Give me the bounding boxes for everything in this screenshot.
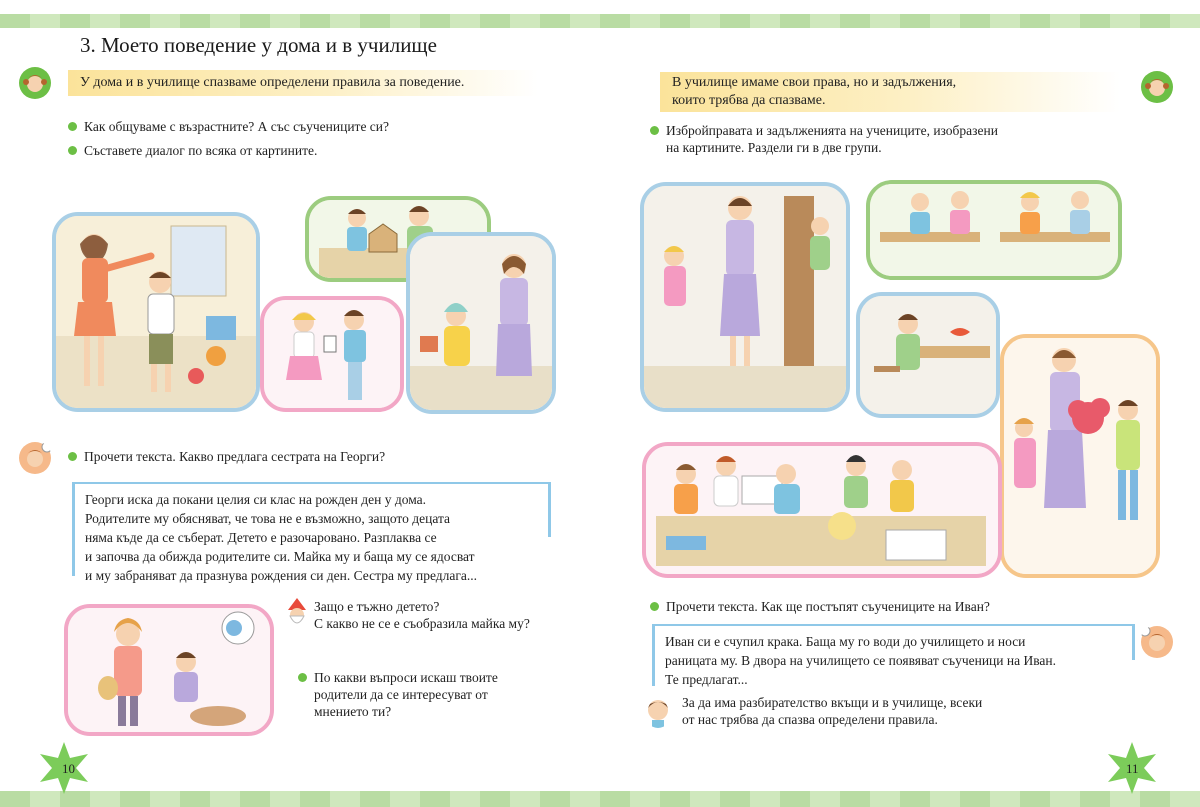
right-page-number: 11 (1126, 761, 1139, 776)
gnome-thinking-icon (284, 598, 310, 630)
girl-thinking-avatar-icon (1140, 625, 1174, 659)
right-question-1 (650, 122, 1070, 156)
story-line: и му забраняват да празнува рождения си ден. Сестра му предлага... (85, 568, 478, 583)
story-line: няма къде да се съберат. Детето е разочаровано. Разплаква се (85, 530, 437, 545)
girl-thinking-avatar-icon (18, 441, 52, 475)
question-line: мнението ти? (314, 704, 392, 719)
students-at-desks-illustration (866, 180, 1122, 280)
question-line: на картините. Раздели ги в две групи. (666, 140, 882, 155)
girl-and-teacher-illustration (406, 232, 556, 414)
sad-boy-with-mother-illustration (64, 604, 274, 736)
question-line: С какво не се е съобразила майка му? (314, 616, 530, 631)
band-line: които трябва да спазваме. (672, 93, 826, 108)
top-decorative-stripe (0, 14, 1200, 28)
right-read-prompt: Прочети текста. Как ще постъпят съучениците на Иван? (650, 598, 1110, 615)
student-drawing-on-desk-illustration (856, 292, 1000, 418)
left-intro-band: У дома и в училище спазваме определени правила за поведение. (68, 70, 538, 96)
children-exchanging-cards-illustration (260, 296, 404, 412)
girl-avatar-icon (1140, 70, 1174, 104)
story-line: Иван си е счупил крака. Баща му го води до училището и носи (665, 634, 1026, 649)
left-question-1: Как общуваме с възрастните? А със съучениците си? (68, 118, 528, 135)
girl-avatar-icon (18, 66, 52, 100)
story-line: раницата му. В двора на училището се появяват съученици на Иван. (665, 653, 1057, 668)
bottom-decorative-stripe (0, 791, 1200, 807)
rule-line: от нас трябва да спазва определени правила. (682, 712, 938, 727)
question-line: По какви въпроси искаш твоите (314, 670, 498, 685)
left-question-2: Съставете диалог по всяка от картините. (68, 142, 528, 159)
question-line: Избройправата и задълженията на учениците, изобразени (666, 123, 998, 138)
story-line: Те предлагат... (665, 672, 748, 687)
story-line: Родителите му обясняват, че това не е възможно, защото децата (85, 511, 451, 526)
left-page-number: 10 (62, 761, 75, 776)
rule-line: За да има разбирателство вкъщи и в училище, всеки (682, 695, 983, 710)
left-read-prompt: Прочети текста. Какво предлага сестрата на Георги? (68, 448, 528, 465)
children-painting-illustration (642, 442, 1002, 578)
question-line: родители да се интересуват от (314, 687, 488, 702)
question-line: Защо е тъжно детето? (314, 599, 440, 614)
page-title: 3. Моето поведение у дома и в училище (80, 33, 437, 57)
right-intro-band (660, 72, 1120, 112)
band-line: В училище имаме свои права, но и задължения, (672, 75, 957, 90)
mother-scolding-illustration (52, 212, 260, 412)
left-story-box (72, 482, 550, 583)
left-question-4 (298, 669, 558, 720)
left-question-3 (314, 598, 554, 632)
right-story-box (652, 624, 1134, 686)
story-line: Георги иска да покани целия си клас на рожден ден у дома. (85, 492, 427, 507)
story-line: и започва да обижда родителите си. Майка му и баща му се ядосват (85, 549, 475, 564)
boy-avatar-icon (644, 696, 672, 728)
right-rule-text (682, 694, 1122, 728)
teacher-receiving-flowers-illustration (1000, 334, 1160, 578)
teacher-at-classroom-door-illustration (640, 182, 850, 412)
